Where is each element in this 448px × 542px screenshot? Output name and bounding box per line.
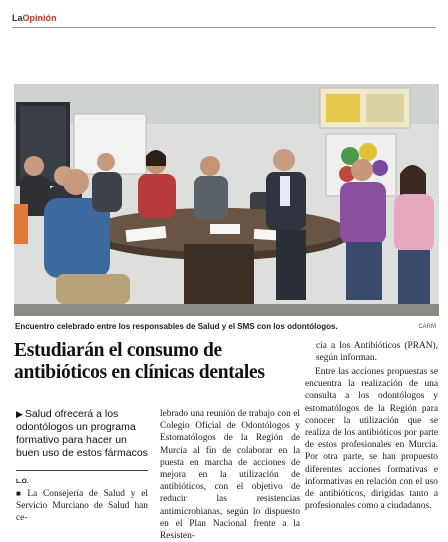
masthead-brand-name: Opinión (22, 13, 57, 23)
article-column-3-text: Entre las acciones propuestas se encuentra la realización de una consulta a los odontólogos y estomatólogos de la Región para conocer la utilización que se realiza de los antibióticos por parte de estos profesionales en Murcia. Por otra parte, se han propuesto diferentes acciones formativas e informativas en relación con el uso de antibióticos, dirigidas tanto a profesionales como a ciudadanos. (305, 367, 438, 512)
dek-divider (16, 470, 148, 471)
dek-text: Salud ofrecerá a los odontólogos un programa formativo para hacer un buen uso de estos fármacos (16, 408, 148, 459)
lead-square-icon: ■ (16, 489, 25, 498)
article-column-2-text: lebrado una reunión de trabajo con el Colegio Oficial de Odontólogos y Estomatólogos de la Región de Murcia al fin de colaborar en la puesta en marcha de acciones de mejora en la utilización de antibióticos, con el objetivo de reducir las resistencias antimicrobianas, según lo dispuesto en el Plan Nacional frente a la Resisten- (160, 409, 300, 542)
article-byline: L.O. (16, 478, 29, 485)
dek-arrow-icon: ▶ (16, 409, 23, 419)
photo-credit: CARM (418, 324, 436, 330)
article-column-3-top (316, 340, 438, 366)
article-column-1-text: La Consejería de Salud y el Servicio Murciano de Salud han ce- (16, 489, 148, 524)
masthead-divider (12, 27, 436, 28)
meeting-photo-illustration (14, 84, 439, 316)
article-dek (16, 408, 148, 460)
article-photo (14, 84, 439, 316)
masthead-brand-prefix: La (12, 13, 23, 23)
photo-caption: Encuentro celebrado entre los responsables de Salud y el SMS con los odontólogos. (15, 322, 338, 331)
article-column-3 (305, 366, 438, 521)
article-column-1 (16, 488, 148, 524)
article-column-2 (160, 408, 300, 542)
article-column-3-top-text: cia a los Antibióticos (PRAN), según informan. (316, 341, 438, 364)
article-headline: Estudiarán el consumo de antibióticos en clínicas dentales (14, 340, 265, 383)
masthead (12, 8, 436, 28)
